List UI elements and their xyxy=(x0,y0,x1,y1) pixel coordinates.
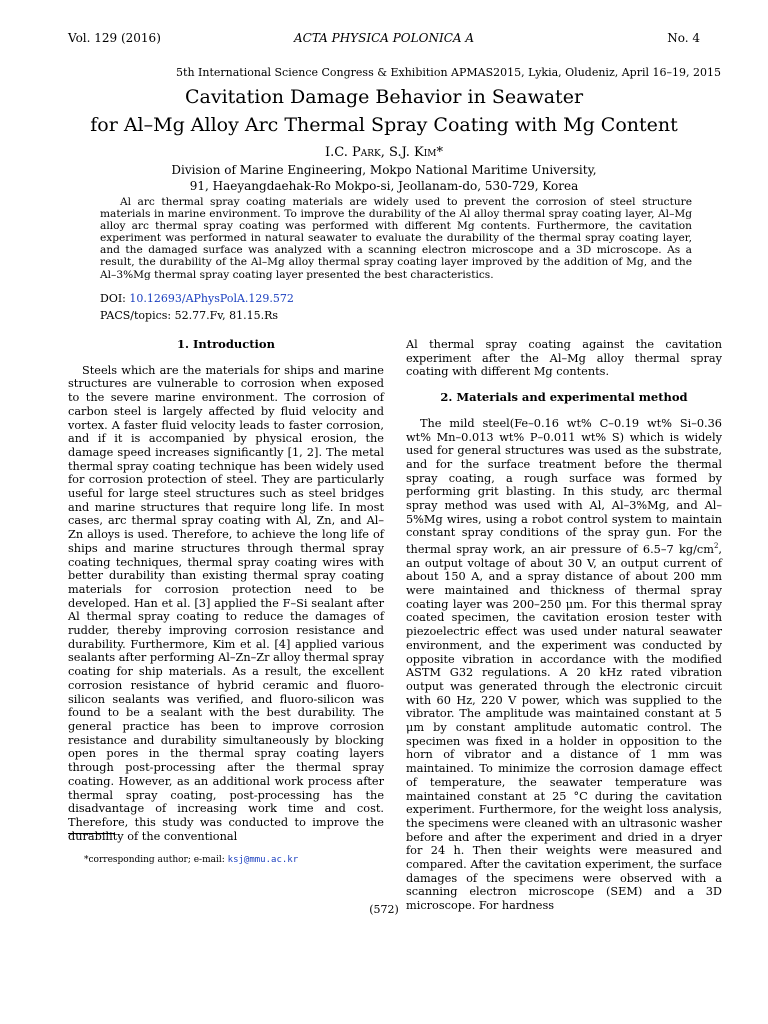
doi-label: DOI: xyxy=(100,292,126,305)
running-header xyxy=(68,31,700,49)
section-heading-materials: 2. Materials and experimental method xyxy=(440,390,688,405)
affiliation-line-2: 91, Haeyangdaehak-Ro Mokpo-si, Jeollanam-do, 530-729, Korea xyxy=(189,179,579,193)
authors: I.C. Park, S.J. Kim* xyxy=(324,145,444,160)
introduction-continuation: Al thermal spray coating against the cavitation experiment after the Al–Mg alloy thermal spray coating with different Mg contents. xyxy=(406,338,722,379)
left-column xyxy=(68,338,384,843)
materials-paragraph xyxy=(406,417,722,913)
affiliation-line-1: Division of Marine Engineering, Mokpo National Maritime University, xyxy=(171,163,597,177)
journal-name: ACTA PHYSICA POLONICA A xyxy=(293,31,475,45)
paper-title-line-2: for Al–Mg Alloy Arc Thermal Spray Coating with Mg Content xyxy=(90,114,678,136)
paper-title-line-1: Cavitation Damage Behavior in Seawater xyxy=(184,86,584,108)
pacs-line: PACS/topics: 52.77.Fv, 81.15.Rs xyxy=(100,309,279,322)
volume-label: Vol. 129 (2016) xyxy=(68,31,161,45)
section-heading-introduction: 1. Introduction xyxy=(177,337,275,351)
doi-line xyxy=(100,292,294,305)
page-number: (572) xyxy=(369,903,399,916)
footnote-email-link[interactable]: ksj@mmu.ac.kr xyxy=(227,855,299,865)
abstract xyxy=(100,196,692,281)
superscript-2: 2 xyxy=(713,542,719,551)
materials-text-part-2: , an output voltage of about 30 V, an output current of about 150 A, and a spray distance of about 200 mm were maintained and thickness of thermal spray coating layer was 200–250 μm. For this thermal spray coated specimen, the cavitation erosion tester with piezoelectric effect was used under natural seawater environment, and the experiment was conducted by opposite vibration in accordance with the modified ASTM G32 regulations. A 20 kHz rated vibration output was generated through the electronic circuit with 60 Hz, 220 V power, which was supplied to the vibrator. The amplitude was maintained constant at 5 μm by constant amplitude automatic control. The specimen was fixed in a holder in opposition to the horn of vibrator and a distance of 1 mm was maintained. To minimize the corrosion damage effect of temperature, the seawater temperature was maintained constant at 25 °C during the cavitation experiment. Furthermore, for the weight loss analysis, the specimens were cleaned with an ultrasonic washer before and after the experiment and dried in a dryer for 24 h. Then their weights were measured and compared. After the cavitation experiment, the surface damages of the specimens were observed with a scanning electron microscope (SEM) and a 3D microscope. For hardness xyxy=(406,542,722,913)
footnote xyxy=(84,855,298,865)
conference-line: 5th International Science Congress & Exhibition APMAS2015, Lykia, Oludeniz, April 16–19, 2015 xyxy=(176,66,721,79)
right-column xyxy=(406,338,722,913)
issue-label: No. 4 xyxy=(667,31,700,45)
footnote-rule xyxy=(68,833,114,834)
doi-link[interactable]: 10.12693/APhysPolA.129.572 xyxy=(129,292,294,305)
introduction-paragraph: Steels which are the materials for ships and marine structures are vulnerable to corrosion when exposed to the severe marine environment. The corrosion of carbon steel is largely affected by fluid velocity and vortex. A faster fluid velocity leads to faster corrosion, and if it is accompanied by physical erosion, the damage speed increases significantly [1, 2]. The metal thermal spray coating technique has been widely used for corrosion protection of steel. They are particularly useful for large steel structures such as steel bridges and marine structures that require long life. In most cases, arc thermal spray coating with Al, Zn, and Al–Zn alloys is used. Therefore, to achieve the long life of ships and marine structures through thermal spray coating techniques, thermal spray coating wires with better durability than existing thermal spray coating materials for corrosion protection need to be developed. Han et al. [3] applied the F–Si sealant after Al thermal spray coating to reduce the damages of rudder, thereby improving corrosion resistance and durability. Furthermore, Kim et al. [4] applied various sealants after performing Al–Zn–Zr alloy thermal spray coating for ship materials. As a result, the excellent corrosion resistance of hybrid ceramic and fluoro-silicon sealants was verified, and fluoro-silicon was found to be a sealant with the best durability. The general practice has been to improve corrosion resistance and durability simultaneously by blocking open pores in the thermal spray coating layers through post-processing after the thermal spray coating. However, as an additional work process after thermal spray coating, post-processing has the disadvantage of increasing work time and cost. Therefore, this study was conducted to improve the durability of the conventional xyxy=(68,363,384,843)
abstract-text: Al arc thermal spray coating materials are widely used to prevent the corrosion of steel structure materials in marine environment. To improve the durability of the Al alloy thermal spray coating layer, Al–Mg alloy arc thermal spray coating was performed with different Mg contents. Furthermore, the cavitation experiment was performed in natural seawater to evaluate the durability of the thermal spray coating layer, and the damaged surface was analyzed with a scanning electron microscope and a 3D microscope. As a result, the durability of the Al–Mg alloy thermal spray coating layer improved by the addition of Mg, and the Al–3%Mg thermal spray coating layer presented the best characteristics. xyxy=(100,196,692,281)
materials-text-part-1: The mild steel(Fe–0.16 wt% C–0.19 wt% Si–0.36 wt% Mn–0.013 wt% P–0.011 wt% S) which is widely used for general structures was used as the substrate, and for the surface treatment before the thermal spray coating, a rough surface was formed by performing grit blasting. In this study, arc thermal spray method was used with Al, Al–3%Mg, and Al–5%Mg wires, using a robot control system to maintain constant spray conditions of the spray gun. For the thermal spray work, an air pressure of 6.5–7 kg/cm xyxy=(406,416,722,556)
footnote-label: *corresponding author; e-mail: xyxy=(84,855,225,865)
